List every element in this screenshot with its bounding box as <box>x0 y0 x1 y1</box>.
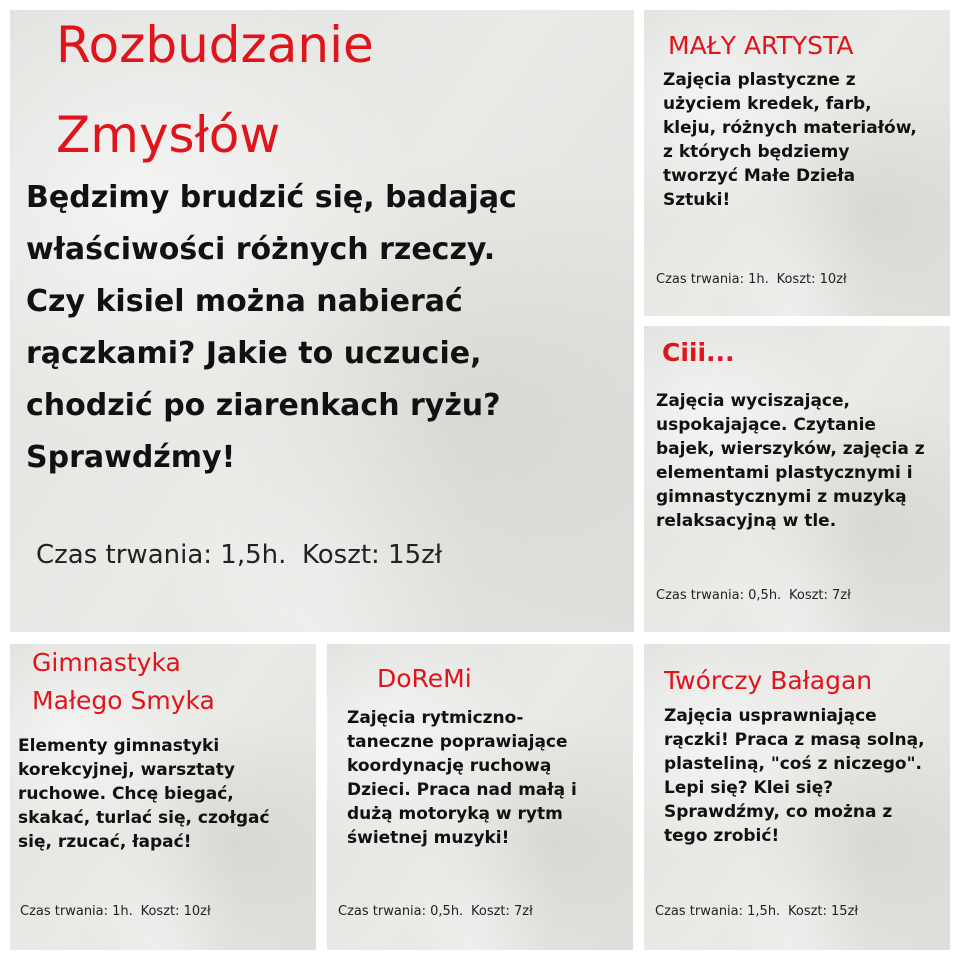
description-line: kleju, różnych materiałów, <box>663 118 917 138</box>
description-line: relaksacyjną w tle. <box>656 511 837 531</box>
cost-text: Koszt: 7zł <box>789 588 851 603</box>
panel-gimnastyka <box>10 644 316 950</box>
main-description <box>26 172 517 484</box>
description-line: rączkami? Jakie to uczucie, <box>26 336 482 371</box>
description-line: Zajęcia wyciszające, <box>656 391 850 411</box>
description-line: dużą motoryką w rytm <box>347 804 563 824</box>
panel-meta <box>656 588 851 603</box>
panel-meta <box>338 904 533 919</box>
panel-doremi <box>327 644 633 950</box>
description-line: gimnastycznymi z muzyką <box>656 487 907 507</box>
description-line: elementami plastycznymi i <box>656 463 913 483</box>
duration-text: Czas trwania: 1h. <box>656 272 769 287</box>
description-line: Zajęcia plastyczne z <box>663 70 856 90</box>
description-line: korekcyjnej, warsztaty <box>18 760 235 780</box>
panel-ciii <box>644 326 950 632</box>
panel-rozbudzanie-zmyslow <box>10 10 634 632</box>
panel-title-line2: Małego Smyka <box>32 686 215 715</box>
main-title-line2: Zmysłów <box>56 106 281 164</box>
description-line: właściwości różnych rzeczy. <box>26 232 496 267</box>
description-line: Czy kisiel można nabierać <box>26 284 463 319</box>
description-line: się, rzucać, łapać! <box>18 832 192 852</box>
description-line: skakać, turlać się, czołgać <box>18 808 270 828</box>
description-line: tworzyć Małe Dzieła <box>663 166 856 186</box>
panel-description <box>347 706 577 850</box>
panel-title-line1: Gimnastyka <box>32 648 181 677</box>
panel-meta <box>20 904 211 919</box>
panel-description <box>664 704 925 848</box>
description-line: Będzimy brudzić się, badając <box>26 180 517 215</box>
cost-text: Koszt: 7zł <box>471 904 533 919</box>
description-line: tego zrobić! <box>664 826 780 846</box>
description-line: użyciem kredek, farb, <box>663 94 872 114</box>
main-title-line1: Rozbudzanie <box>56 16 374 74</box>
cost-text: Koszt: 10zł <box>776 272 847 287</box>
duration-text: Czas trwania: 0,5h. <box>656 588 782 603</box>
description-line: uspokajające. Czytanie <box>656 415 876 435</box>
description-line: rączki! Praca z masą solną, <box>664 730 925 750</box>
panel-title <box>32 644 215 720</box>
description-line: Sprawdźmy, co można z <box>664 802 893 822</box>
description-line: Lepi się? Klei się? <box>664 778 834 798</box>
description-line: świetnej muzyki! <box>347 828 510 848</box>
panel-meta <box>656 272 847 287</box>
panel-title: MAŁY ARTYSTA <box>668 31 854 60</box>
cost-text: Koszt: 15zł <box>788 904 859 919</box>
description-line: Dzieci. Praca nad małą i <box>347 780 577 800</box>
description-line: Sztuki! <box>663 190 731 210</box>
panel-maly-artysta <box>644 10 950 316</box>
description-line: Elementy gimnastyki <box>18 736 220 756</box>
cost-text: Koszt: 15zł <box>301 540 443 570</box>
panel-meta <box>655 904 858 919</box>
panel-title: Ciii... <box>662 338 735 367</box>
panel-tworczy-balagan <box>644 644 950 950</box>
panel-title: Twórczy Bałagan <box>664 666 873 695</box>
description-line: taneczne poprawiające <box>347 732 568 752</box>
description-line: Zajęcia usprawniające <box>664 706 877 726</box>
description-line: z których będziemy <box>663 142 850 162</box>
description-line: chodzić po ziarenkach ryżu? <box>26 388 501 423</box>
description-line: Zajęcia rytmiczno- <box>347 708 524 728</box>
duration-text: Czas trwania: 1h. <box>20 904 133 919</box>
duration-text: Czas trwania: 1,5h. <box>36 540 287 570</box>
panel-title: DoReMi <box>377 664 472 693</box>
description-line: koordynację ruchową <box>347 756 552 776</box>
duration-text: Czas trwania: 0,5h. <box>338 904 464 919</box>
panel-description <box>18 734 270 854</box>
duration-text: Czas trwania: 1,5h. <box>655 904 781 919</box>
description-line: plasteliną, "coś z niczego". <box>664 754 922 774</box>
description-line: bajek, wierszyków, zajęcia z <box>656 439 925 459</box>
panel-description <box>656 389 925 533</box>
description-line: ruchowe. Chcę biegać, <box>18 784 234 804</box>
main-meta <box>36 540 442 570</box>
cost-text: Koszt: 10zł <box>140 904 211 919</box>
panel-description <box>663 68 917 212</box>
description-line: Sprawdźmy! <box>26 440 236 475</box>
